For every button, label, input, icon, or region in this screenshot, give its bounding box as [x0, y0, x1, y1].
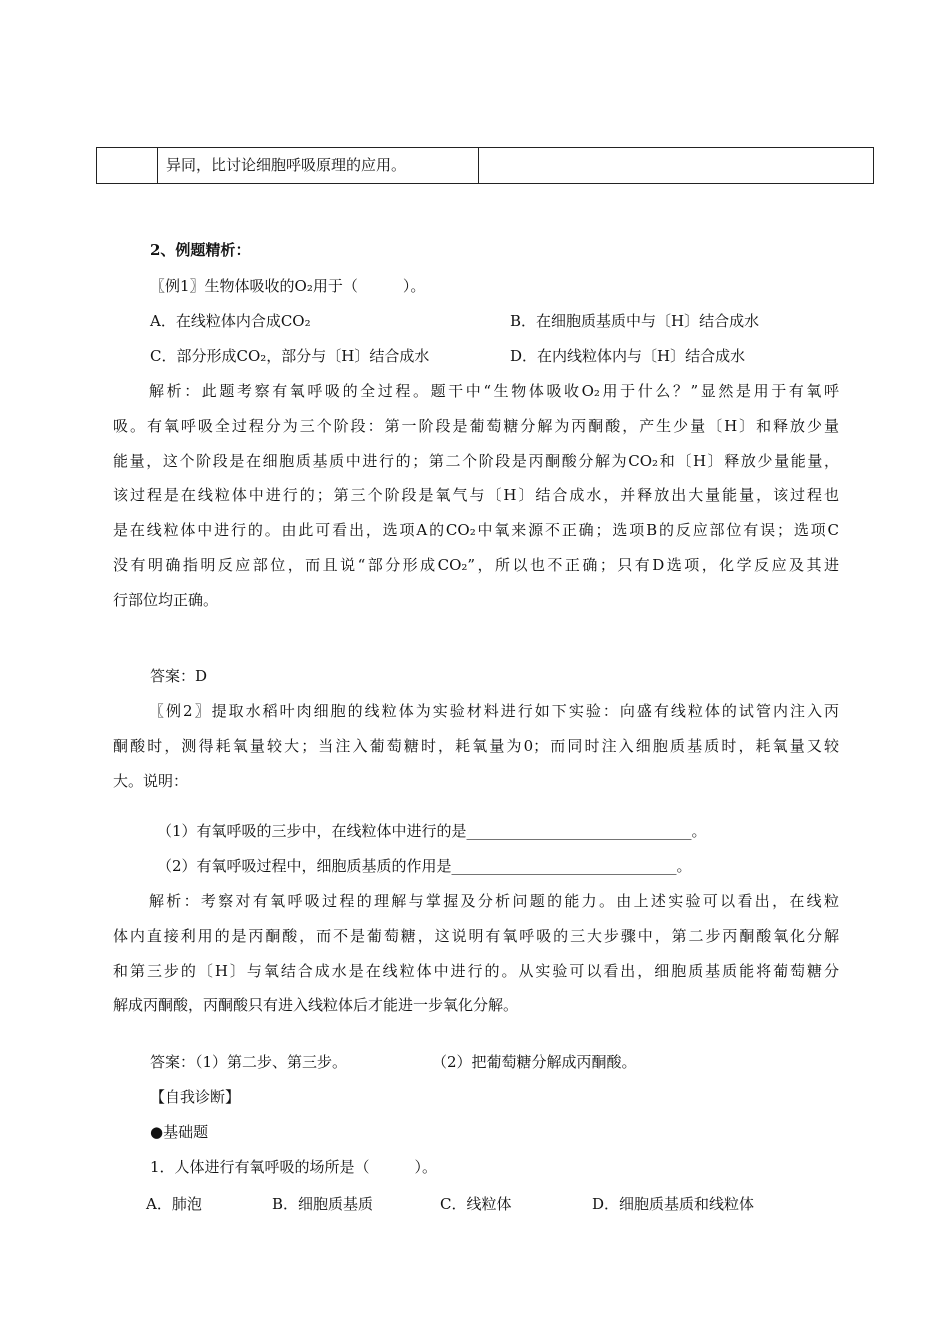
objective-table-row: [96, 147, 874, 184]
analysis-line: 和第三步的〔H〕与氧结合成水是在线粒体中进行的。从实验可以看出，细胞质基质能将葡萄糖分: [113, 961, 839, 980]
table-cell-empty: [97, 148, 158, 183]
question1-option-d: D．细胞质基质和线粒体: [592, 1195, 755, 1213]
example1-option-a: A．在线粒体内合成CO₂: [150, 312, 311, 330]
analysis-line: 是在线粒体中进行的。由此可看出，选项A的CO₂中氧来源不正确；选项B的反应部位有误；选项C: [113, 521, 839, 540]
example1-option-c: C．部分形成CO₂，部分与〔H〕结合成水: [150, 347, 430, 365]
example2-analysis: [113, 884, 839, 1023]
analysis-line: 体内直接利用的是丙酮酸，而不是葡萄糖，这说明有氧呼吸的三大步骤中，第二步丙酮酸氧化分解: [113, 926, 839, 945]
question1-option-a: A．肺泡: [146, 1195, 202, 1213]
analysis-line: 吸。有氧呼吸全过程分为三个阶段：第一阶段是葡萄糖分解为丙酮酸，产生少量〔H〕和释放少量: [113, 416, 839, 435]
analysis-line: 解析：考察对有氧呼吸过程的理解与掌握及分析问题的能力。由上述实验可以看出，在线粒: [149, 892, 839, 910]
analysis-line: 能量，这个阶段是在细胞质基质中进行的；第二个阶段是丙酮酸分解为CO₂和〔H〕释放少量能量，: [113, 451, 839, 470]
example1-analysis: [113, 374, 839, 618]
example2-stem: [113, 694, 839, 798]
example1-option-d: D．在内线粒体内与〔H〕结合成水: [510, 347, 746, 365]
example2-question-1: （1）有氧呼吸的三步中，在线粒体中进行的是______________________________。: [157, 822, 707, 840]
example2-answer-1: 答案：（1）第二步、第三步。: [150, 1053, 348, 1071]
section-title: 2、例题精析：: [150, 241, 251, 259]
basic-questions-heading: ●基础题: [150, 1123, 209, 1141]
stem-line: 大。说明：: [113, 771, 189, 790]
analysis-line: 没有明确指明反应部位，而且说“部分形成CO₂”，所以也不正确；只有D选项，化学反应及其进: [113, 555, 839, 574]
self-diagnosis-heading: 【自我诊断】: [150, 1088, 241, 1106]
question1-option-b: B．细胞质基质: [272, 1195, 374, 1213]
example2-answer-2: （2）把葡萄糖分解成丙酮酸。: [432, 1053, 637, 1071]
example2-question-2: （2）有氧呼吸过程中，细胞质基质的作用是______________________________。: [157, 857, 692, 875]
question1-stem: 1．人体进行有氧呼吸的场所是（ ）。: [150, 1158, 438, 1176]
analysis-line: 行部位均正确。: [113, 590, 219, 609]
stem-line: 〖例2〗提取水稻叶肉细胞的线粒体为实验材料进行如下实验：向盛有线粒体的试管内注入丙: [149, 702, 839, 720]
question1-option-c: C．线粒体: [440, 1195, 512, 1213]
example1-option-b: B．在细胞质基质中与〔H〕结合成水: [510, 312, 760, 330]
example1-stem: 〖例1〗生物体吸收的O₂用于（ ）。: [150, 277, 426, 295]
table-cell-text: 异同，比讨论细胞呼吸原理的应用。: [158, 148, 479, 183]
example1-answer: 答案：D: [150, 667, 208, 685]
table-cell-empty: [479, 148, 873, 183]
analysis-line: 解析：此题考察有氧呼吸的全过程。题干中“生物体吸收O₂用于什么？”显然是用于有氧呼: [149, 382, 839, 400]
stem-line: 酮酸时，测得耗氧量较大；当注入葡萄糖时，耗氧量为0；而同时注入细胞质基质时，耗氧量又较: [113, 736, 839, 755]
analysis-line: 该过程是在线粒体中进行的；第三个阶段是氧气与〔H〕结合成水，并释放出大量能量，该过程也: [113, 486, 839, 505]
analysis-line: 解成丙酮酸，丙酮酸只有进入线粒体后才能进一步氧化分解。: [113, 996, 519, 1015]
